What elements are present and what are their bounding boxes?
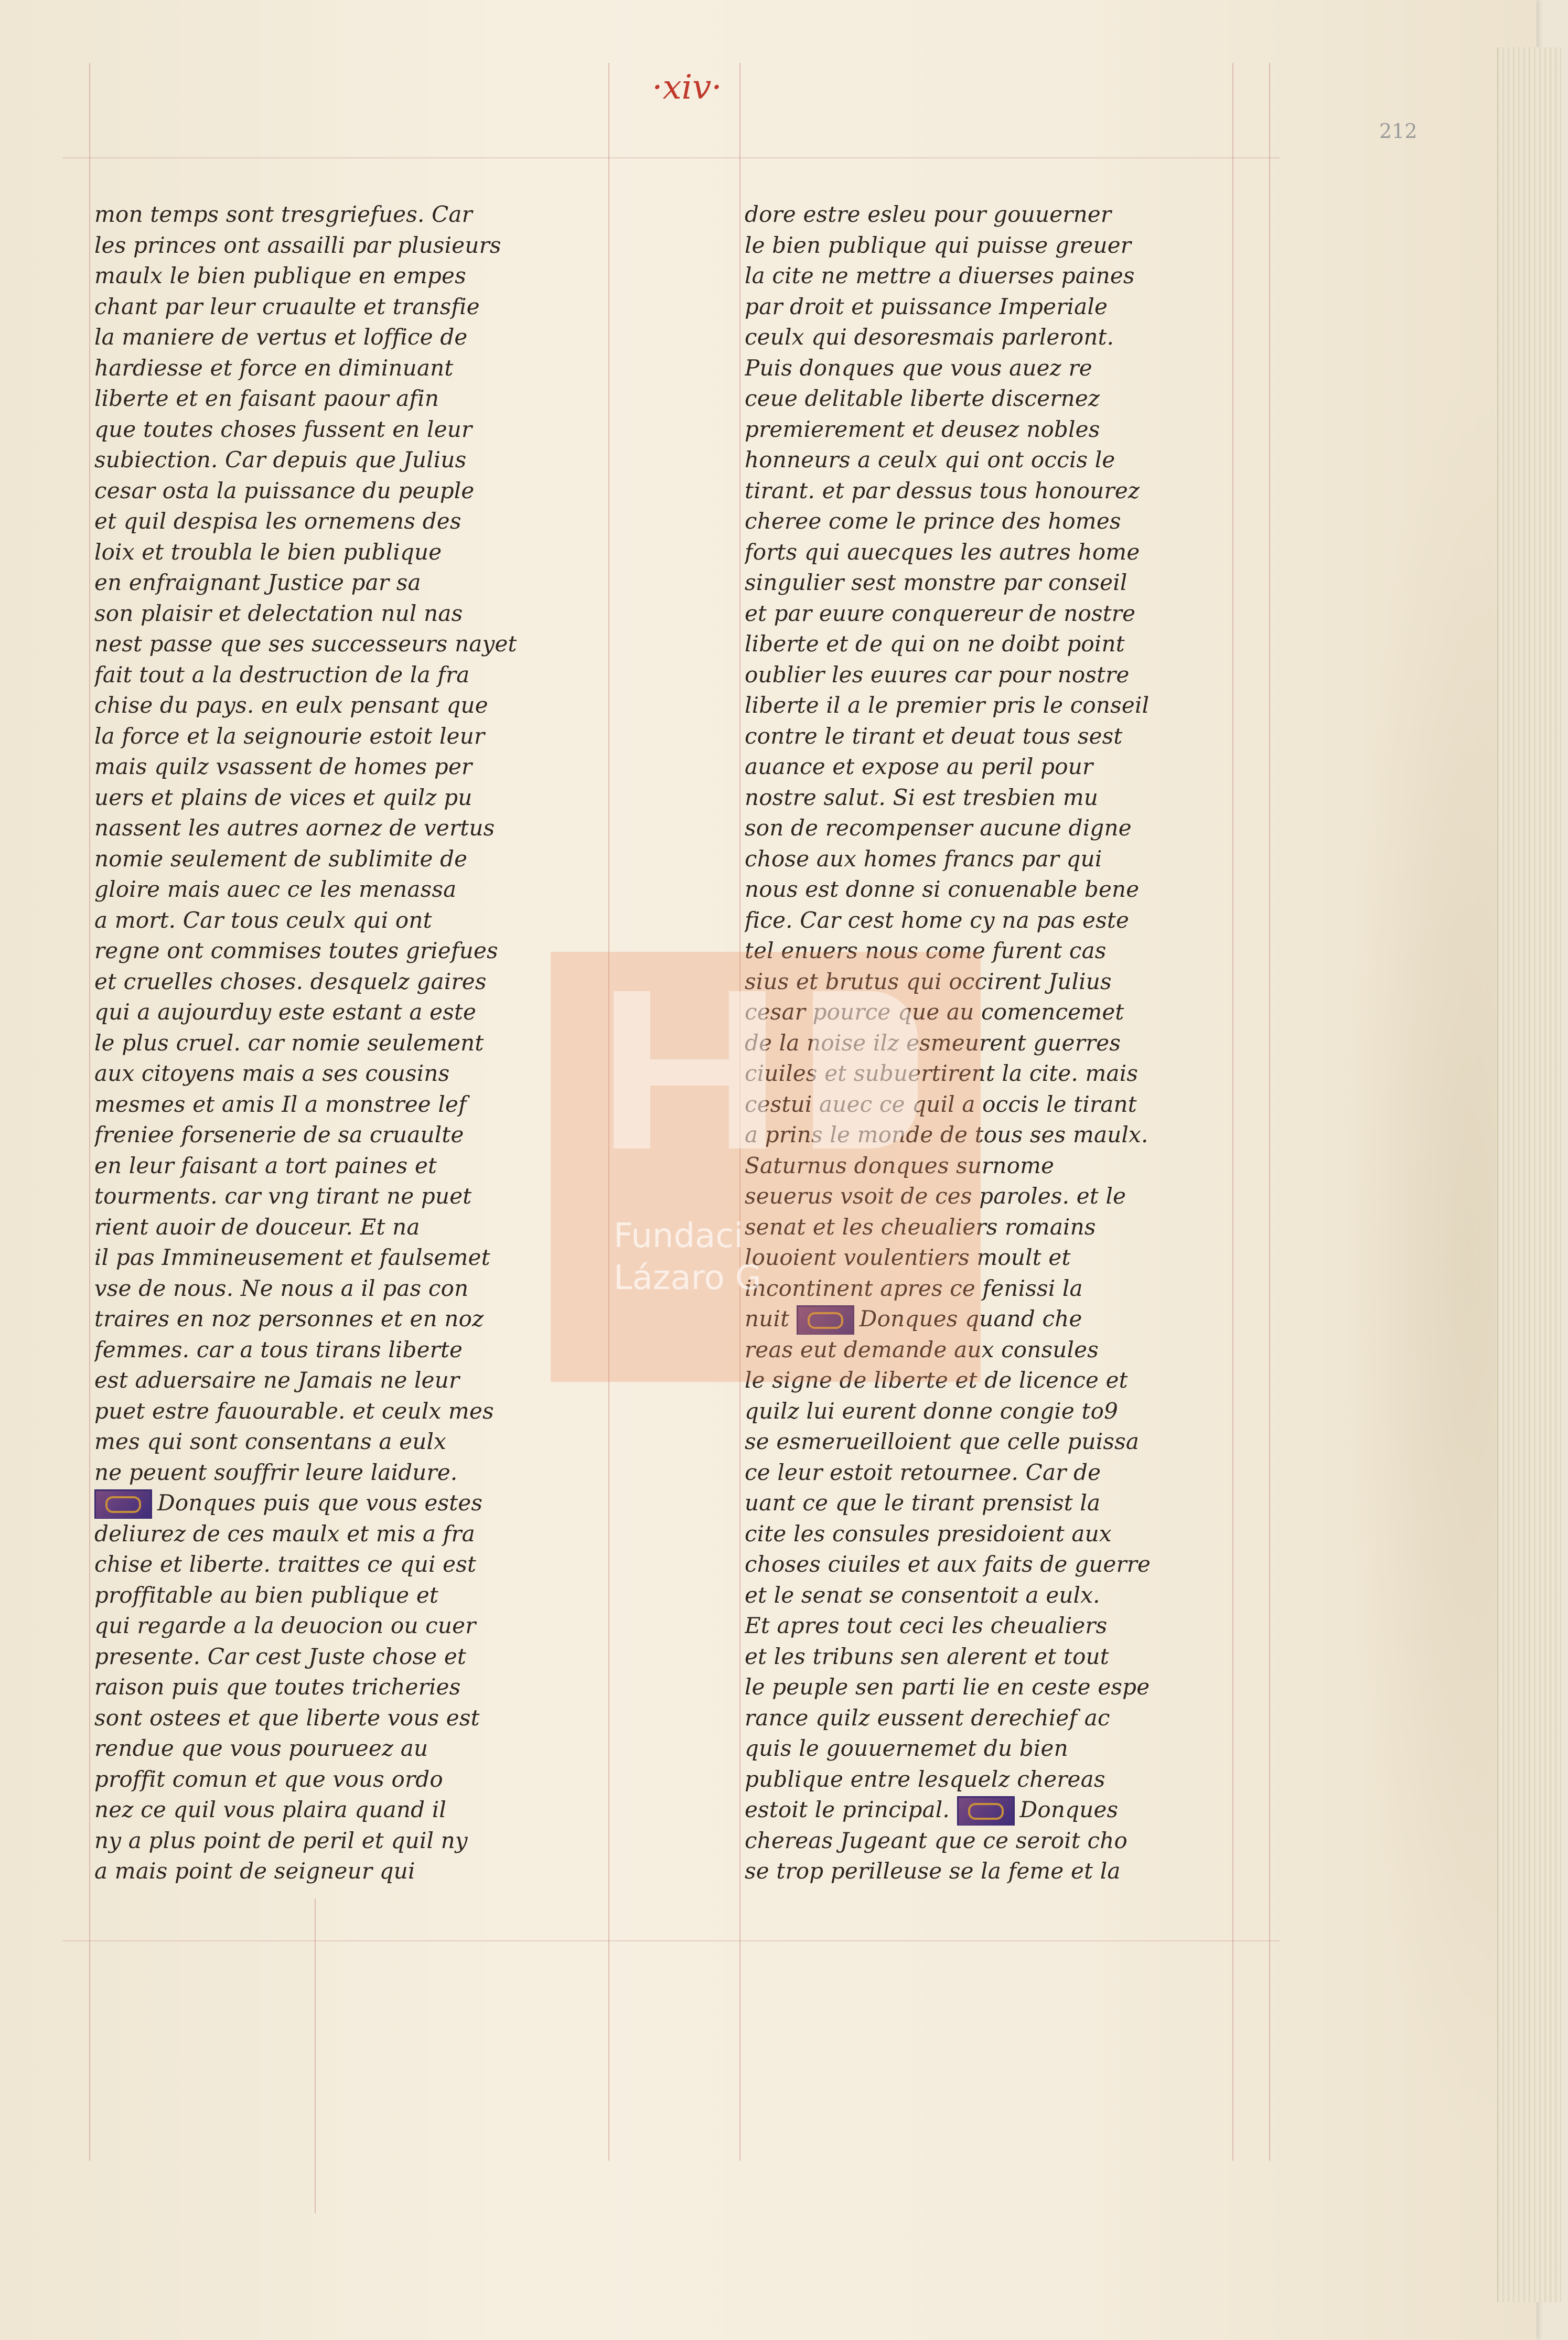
text-line [94,1396,619,1427]
text-segment: tirant. et par dessus tous honourez [745,477,1140,503]
illuminated-initial-icon [957,1796,1015,1826]
text-line [745,1826,1280,1856]
text-segment: et par euure conquereur de nostre [745,600,1136,626]
ruling-line [89,63,90,2161]
text-segment: mais quilz vsassent de homes per [94,754,472,779]
text-line [745,1856,1280,1887]
illuminated-initial-icon [94,1489,152,1519]
text-segment: la force et la seignourie estoit leur [94,723,485,749]
text-segment: Saturnus donques surnome [745,1152,1055,1178]
text-segment: liberte et de qui on ne doibt point [745,631,1125,657]
text-line [94,261,619,292]
text-segment: et le senat se consentoit a eulx. [745,1582,1100,1608]
text-line [745,230,1280,261]
text-line [94,199,619,230]
text-line [94,813,619,844]
text-segment: tel enuers nous come furent cas [745,938,1107,963]
text-segment: mes qui sont consentans a eulx [94,1429,447,1454]
text-segment: oublier les euures car pour nostre [745,661,1130,688]
text-segment: subiection. Car depuis que Julius [94,447,467,473]
text-line [94,1335,619,1366]
text-segment: tourments. car vng tirant ne puet [94,1183,472,1209]
text-segment: le bien publique qui puisse greuer [745,232,1132,258]
text-segment: nest passe que ses successeurs nayet [94,631,517,657]
text-line [94,537,619,568]
text-segment: Et apres tout ceci les cheualiers [745,1613,1108,1638]
watermark-text: Lázaro G [614,1259,761,1297]
ruling-line [63,1940,1280,1941]
ruling-line [63,157,1280,158]
text-segment: senat et les cheualiers romains [745,1214,1096,1240]
text-line [94,292,619,323]
text-line [745,1611,1280,1641]
text-segment: mon temps sont tresgriefues. Car [94,201,472,227]
text-segment: loix et troubla le bien publique [94,539,442,565]
text-segment: auance et expose au peril pour [745,754,1093,779]
text-line [745,1672,1280,1703]
text-segment: Donques quand che [859,1306,1082,1332]
text-segment: forts qui auecques les autres home [745,539,1140,565]
text-line [94,414,619,445]
text-segment: nez ce quil vous plaira quand il [94,1797,447,1822]
folio-number: 212 [1379,120,1417,143]
text-line [94,1058,619,1089]
text-line [745,721,1280,752]
text-segment: les princes ont assailli par plusieurs [94,232,501,258]
text-segment: chant par leur cruaulte et transfie [94,293,480,319]
text-line [94,1028,619,1059]
text-line [94,997,619,1028]
text-line [745,322,1280,353]
text-segment: en leur faisant a tort paines et [94,1152,437,1178]
text-line [745,782,1280,813]
text-line [94,1120,619,1151]
text-segment: liberte et en faisant paour afin [94,385,439,411]
text-line [745,690,1280,721]
text-segment: de la noise ilz esmeurent guerres [745,1029,1121,1056]
watermark-logo-bar [729,991,766,1148]
text-segment: et les tribuns sen alerent et tout [745,1643,1109,1669]
text-line [94,1856,619,1887]
text-line [745,1764,1280,1795]
text-segment: cesar pource que au comencemet [745,999,1124,1025]
text-line [745,1580,1280,1611]
text-segment: reas eut demande aux consules [745,1336,1099,1362]
text-line [745,813,1280,844]
text-segment: rendue que vous pourueez au [94,1735,428,1761]
text-segment: par droit et puissance Imperiale [745,293,1108,319]
text-line [745,629,1280,660]
ruling-line [315,1898,316,2213]
text-segment: nous est donne si conuenable bene [745,876,1140,902]
text-line [94,936,619,967]
text-line [745,1703,1280,1734]
text-segment: chise et liberte. traittes ce qui est [94,1551,477,1577]
text-segment: nostre salut. Si est tresbien mu [745,784,1099,810]
text-segment: seuerus vsoit de ces paroles. et le [745,1183,1126,1209]
text-line [745,292,1280,323]
text-segment: chose aux homes francs par qui [745,845,1102,872]
text-segment: se trop perilleuse se la feme et la [745,1858,1121,1884]
text-line [94,598,619,629]
text-line [94,1426,619,1457]
text-segment: cite les consules presidoient aux [745,1520,1112,1547]
text-line [94,230,619,261]
text-line [94,782,619,813]
text-segment: ceulx qui desoresmais parleront. [745,324,1114,350]
page-stain [1343,367,1500,2150]
text-segment: et quil despisa les ornemens des [94,508,461,534]
text-line [94,1703,619,1734]
watermark-text: Fundaci [614,1217,744,1255]
text-segment: uers et plains de vices et quilz pu [94,784,472,810]
text-segment: ce leur estoit retournee. Car de [745,1459,1101,1485]
text-segment: que toutes choses fussent en leur [94,416,472,442]
text-segment: est aduersaire ne Jamais ne leur [94,1367,460,1393]
text-line [745,752,1280,782]
text-segment: singulier sest monstre par conseil [745,570,1127,595]
text-line [745,199,1280,230]
text-line [94,690,619,721]
text-segment: liberte il a le premier pris le conseil [745,692,1150,718]
text-segment: fait tout a la destruction de la fra [94,661,470,688]
text-segment: regne ont commises toutes griefues [94,938,498,963]
page-fore-edge [1497,47,1561,2302]
text-line [94,660,619,691]
text-segment: chereas Jugeant que ce seroit cho [745,1827,1128,1853]
running-head: ·xiv· [652,68,722,107]
text-line [745,905,1280,936]
text-segment: dore estre esleu pour gouuerner [745,201,1112,227]
text-line [94,1457,619,1488]
text-segment: Puis donques que vous auez re [745,355,1092,381]
text-segment: premierement et deusez nobles [745,416,1100,442]
text-line [94,1672,619,1703]
text-line [94,1242,619,1273]
text-segment: qui a aujourduy este estant a este [94,999,477,1025]
text-segment: contre le tirant et deuat tous sest [745,723,1123,749]
text-segment: presente. Car cest Juste chose et [94,1643,466,1669]
text-segment: maulx le bien publique en empes [94,263,466,288]
text-line [94,1488,619,1519]
text-line [94,629,619,660]
text-line [745,1795,1280,1826]
text-line [745,1457,1280,1488]
text-segment: aux citoyens mais a ses cousins [94,1060,450,1086]
text-line [745,1488,1280,1519]
text-line [745,506,1280,537]
text-segment: Donques puis que vous estes [157,1490,483,1516]
text-line [745,445,1280,476]
text-line [94,1580,619,1611]
text-segment: uant ce que le tirant prensist la [745,1490,1101,1516]
text-line [94,1641,619,1672]
text-segment: incontinent apres ce fenissi la [745,1275,1083,1301]
text-segment: gloire mais auec ce les menassa [94,876,457,902]
text-segment: mesmes et amis Il a monstree lef [94,1091,467,1117]
text-segment: vse de nous. Ne nous a il pas con [94,1275,469,1301]
text-line [94,905,619,936]
text-segment: deliurez de ces maulx et mis a fra [94,1520,475,1547]
text-segment: rient auoir de douceur. Et na [94,1214,420,1240]
text-segment: chise du pays. en eulx pensant que [94,692,488,718]
text-line [94,1181,619,1212]
text-line [745,874,1280,905]
text-segment: la maniere de vertus et loffice de [94,324,468,350]
text-segment: a mais point de seigneur qui [94,1858,415,1884]
text-line [94,1519,619,1550]
text-segment: qui regarde a la deuocion ou cuer [94,1613,476,1638]
text-segment: a prins le monde de tous ses maulx. [745,1122,1148,1147]
text-line [94,721,619,752]
text-segment: le peuple sen parti lie en ceste espe [745,1674,1150,1700]
text-segment: et cruelles choses. desquelz gaires [94,968,487,994]
text-segment: Donques [1019,1797,1119,1822]
text-line [94,383,619,414]
text-line [94,1795,619,1826]
text-segment: choses ciuiles et aux faits de guerre [745,1551,1151,1577]
text-segment: sont ostees et que liberte vous est [94,1704,480,1731]
text-segment: ciuiles et subuertirent la cite. mais [745,1060,1139,1086]
text-segment: nomie seulement de sublimite de [94,845,468,872]
text-segment: femmes. car a tous tirans liberte [94,1336,463,1362]
text-segment: en enfraignant Justice par sa [94,570,421,595]
text-line [94,1764,619,1795]
text-segment: son de recompenser aucune digne [745,815,1132,841]
text-line [745,598,1280,629]
text-line [94,353,619,384]
text-line [94,1151,619,1182]
text-line [745,383,1280,414]
text-line [94,874,619,905]
text-segment: le plus cruel. car nomie seulement [94,1029,484,1056]
text-segment: il pas Immineusement et faulsemet [94,1244,490,1270]
text-line [94,567,619,598]
text-segment: rance quilz eussent derechief ac [745,1704,1110,1731]
left-text-column [94,199,619,1887]
text-segment: sius et brutus qui occirent Julius [745,968,1112,994]
text-line [94,1549,619,1580]
text-segment: puet estre fauourable. et ceulx mes [94,1398,494,1424]
text-line [94,445,619,476]
text-segment: son plaisir et delectation nul nas [94,600,463,626]
text-line [745,844,1280,875]
text-segment: le signe de liberte et de licence et [745,1367,1128,1393]
text-line [94,476,619,507]
text-line [745,476,1280,507]
text-line [745,537,1280,568]
text-segment: hardiesse et force en diminuant [94,355,454,381]
text-line [94,506,619,537]
text-segment: freniee forsenerie de sa cruaulte [94,1122,464,1147]
text-line [94,752,619,782]
text-line [745,1641,1280,1672]
text-line [745,660,1280,691]
text-segment: ne peuent souffrir leure laidure. [94,1459,458,1485]
text-line [94,1365,619,1396]
text-segment: fice. Car cest home cy na pas este [745,907,1130,933]
text-segment: raison puis que toutes tricheries [94,1674,461,1700]
text-segment: estoit le principal. [745,1797,957,1822]
text-line [94,967,619,997]
text-line [745,1733,1280,1764]
text-segment: quilz lui eurent donne congie to9 [745,1398,1119,1424]
text-line [94,1611,619,1641]
text-segment: se esmerueilloient que celle puissa [745,1429,1140,1454]
text-segment: quis le gouuernemet du bien [745,1735,1068,1761]
text-segment: ceue delitable liberte discernez [745,385,1100,411]
text-segment: a mort. Car tous ceulx qui ont [94,907,432,933]
text-line [94,844,619,875]
text-segment: proffitable au bien publique et [94,1582,438,1608]
text-segment: la cite ne mettre a diuerses paines [745,263,1135,288]
text-line [94,322,619,353]
text-segment: publique entre lesquelz chereas [745,1766,1105,1792]
text-line [745,353,1280,384]
text-segment: louoient voulentiers moult et [745,1244,1071,1270]
text-segment: cesar osta la puissance du peuple [94,477,475,503]
text-line [745,1396,1280,1427]
text-segment: nuit [745,1306,797,1332]
text-line [745,1519,1280,1550]
text-line [745,567,1280,598]
text-line [94,1826,619,1856]
watermark-logo-bar [813,991,918,1148]
watermark-logo-bar [650,1059,729,1086]
watermark-logo-bar [614,991,650,1148]
text-line [745,1426,1280,1457]
text-segment: proffit comun et que vous ordo [94,1766,443,1792]
text-line [94,1212,619,1243]
text-segment: cestui auec ce quil a occis le tirant [745,1091,1137,1117]
text-segment: traires en noz personnes et en noz [94,1306,484,1332]
text-segment: honneurs a ceulx qui ont occis le [745,447,1115,473]
text-line [745,414,1280,445]
text-line [94,1304,619,1335]
text-segment: cheree come le prince des homes [745,508,1121,534]
text-line [94,1273,619,1304]
text-line [745,1549,1280,1580]
text-line [94,1089,619,1120]
text-segment: ny a plus point de peril et quil ny [94,1827,468,1853]
text-line [745,261,1280,292]
text-line [94,1733,619,1764]
text-segment: nassent les autres aornez de vertus [94,815,495,841]
